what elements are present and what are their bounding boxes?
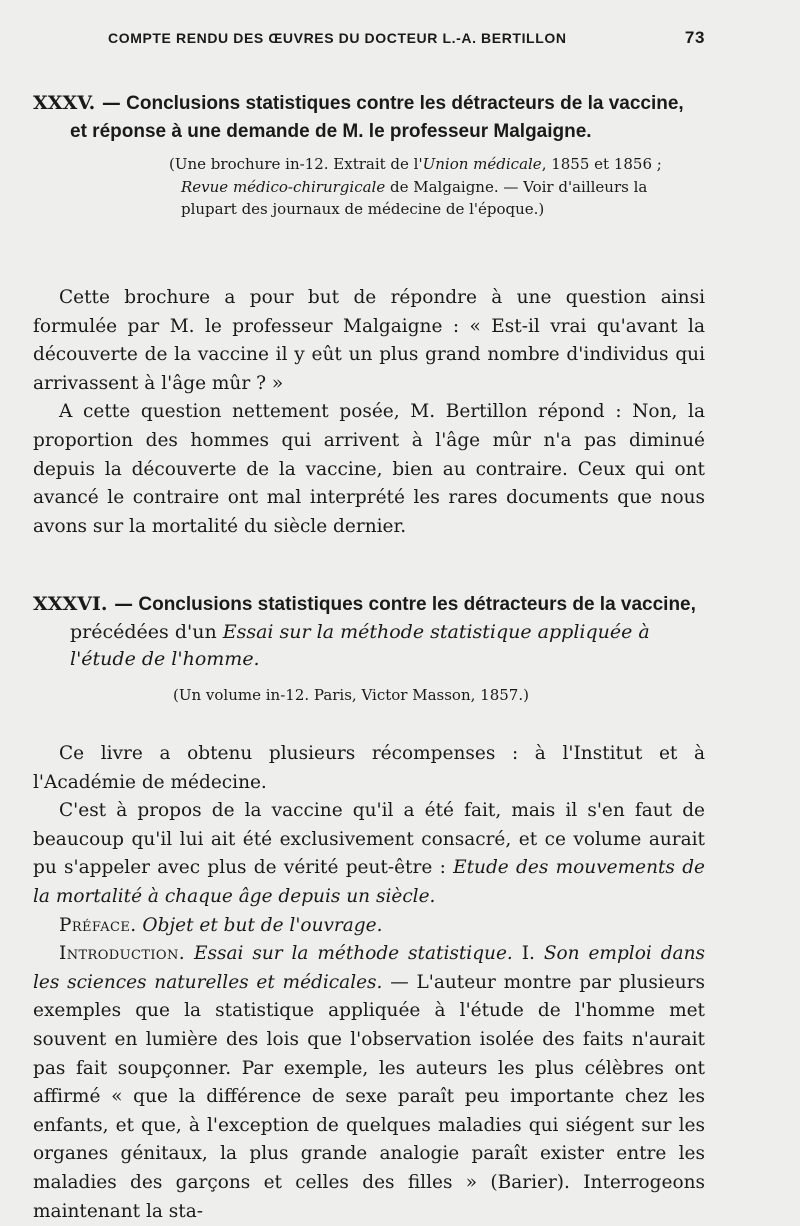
page-header (108, 28, 705, 52)
paragraph: A cette question nettement posée, M. Bertillon répond : Non, la proportion des hommes qui arrivent à l'âge mûr n'a pas diminué depuis la découverte de la vaccine, bien au contraire. Ceux qui ont avancé le contraire ont mal interprété les rares documents que nous avons sur la mortalité du siècle dernier. (33, 401, 705, 537)
paragraph (33, 912, 705, 941)
section-title: Conclusions statistiques contre les détracteurs de la vaccine, (138, 594, 696, 615)
paragraph: Cette brochure a pour but de répondre à une question ainsi formulée par M. le professeur Malgaigne : « Est-il vrai qu'avant la découverte de la vaccine il y eût un plus grand nombre d'individus qui arrivassent à l'âge mûr ? » (33, 287, 705, 394)
section-heading (33, 90, 705, 145)
paragraph (33, 797, 705, 911)
reference-journal: Revue médico-chirurgicale (181, 177, 386, 196)
paragraph (33, 940, 705, 1226)
section-number: XXXV. — (33, 92, 121, 114)
paragraph-italic: Objet et but de l'ouvrage. (136, 914, 383, 936)
section-xxxvi (33, 591, 705, 706)
paragraph-italic: Essai sur la méthode statistique. (185, 943, 513, 965)
small-caps-label: Introduction. (59, 943, 186, 965)
section-heading (33, 591, 705, 674)
paragraph-text: — L'auteur montre par plusieurs exemples que la statistique appliquée à l'étude de l'homme met souvent en lumière des lois que l'observation isolée des faits n'aurait pas fait soupçonner. Par exemple, les auteurs les plus célèbres ont affirmé « que la différence de sexe paraît peu importante chez les enfants, et que, à l'exception de quelques maladies qui siégent sur les organes génitaux, la plus grande analogie paraît exister entre les maladies des garçons et celles des filles » (Barier). Interrogeons maintenant la sta- (33, 971, 705, 1222)
bibliographic-reference: (Un volume in-12. Paris, Victor Masson, 1857.) (173, 685, 529, 704)
paragraph-italic: Etude des mouvements de la mortalité à chaque âge depuis un siècle. (33, 857, 705, 907)
section-xxxv (33, 90, 705, 221)
section-xxxvi-body (33, 740, 705, 1226)
small-caps-label: Préface. (59, 914, 137, 936)
reference-text: (Une brochure in-12. Extrait de l' (169, 155, 423, 173)
bibliographic-reference (169, 153, 705, 221)
section-number: XXXVI. — (33, 593, 134, 615)
section-title-italic: Essai sur la méthode statistique appliquée à l'étude de l'homme. (70, 620, 650, 670)
page-number: 73 (684, 28, 705, 47)
reference-text: de Malgaigne. — Voir d'ailleurs la plupart des journaux de médecine de l'époque.) (181, 177, 648, 218)
section-title: Conclusions statistiques contre les détracteurs de la vaccine, et réponse à une demande de M. le professeur Malgaigne. (70, 93, 684, 142)
reference-text: , 1855 et 1856 ; (541, 155, 662, 173)
running-title: COMPTE RENDU DES ŒUVRES DU DOCTEUR L.-A. BERTILLON (108, 30, 567, 46)
paragraph: Ce livre a obtenu plusieurs récompenses : à l'Institut et à l'Académie de médecine. (33, 743, 705, 793)
section-title-text: précédées d'un (70, 620, 223, 643)
paragraph-italic: Son emploi dans les sciences naturelles et médicales. (33, 943, 705, 993)
section-xxxv-body (33, 284, 705, 541)
reference-journal: Union médicale (422, 155, 542, 173)
paragraph-text: C'est à propos de la vaccine qu'il a été fait, mais il s'en faut de beaucoup qu'il lui ait été exclusivement consacré, et ce volume aurait pu s'appeler avec plus de vérité peut-être : (33, 800, 705, 879)
paragraph-text: I. (512, 943, 544, 965)
